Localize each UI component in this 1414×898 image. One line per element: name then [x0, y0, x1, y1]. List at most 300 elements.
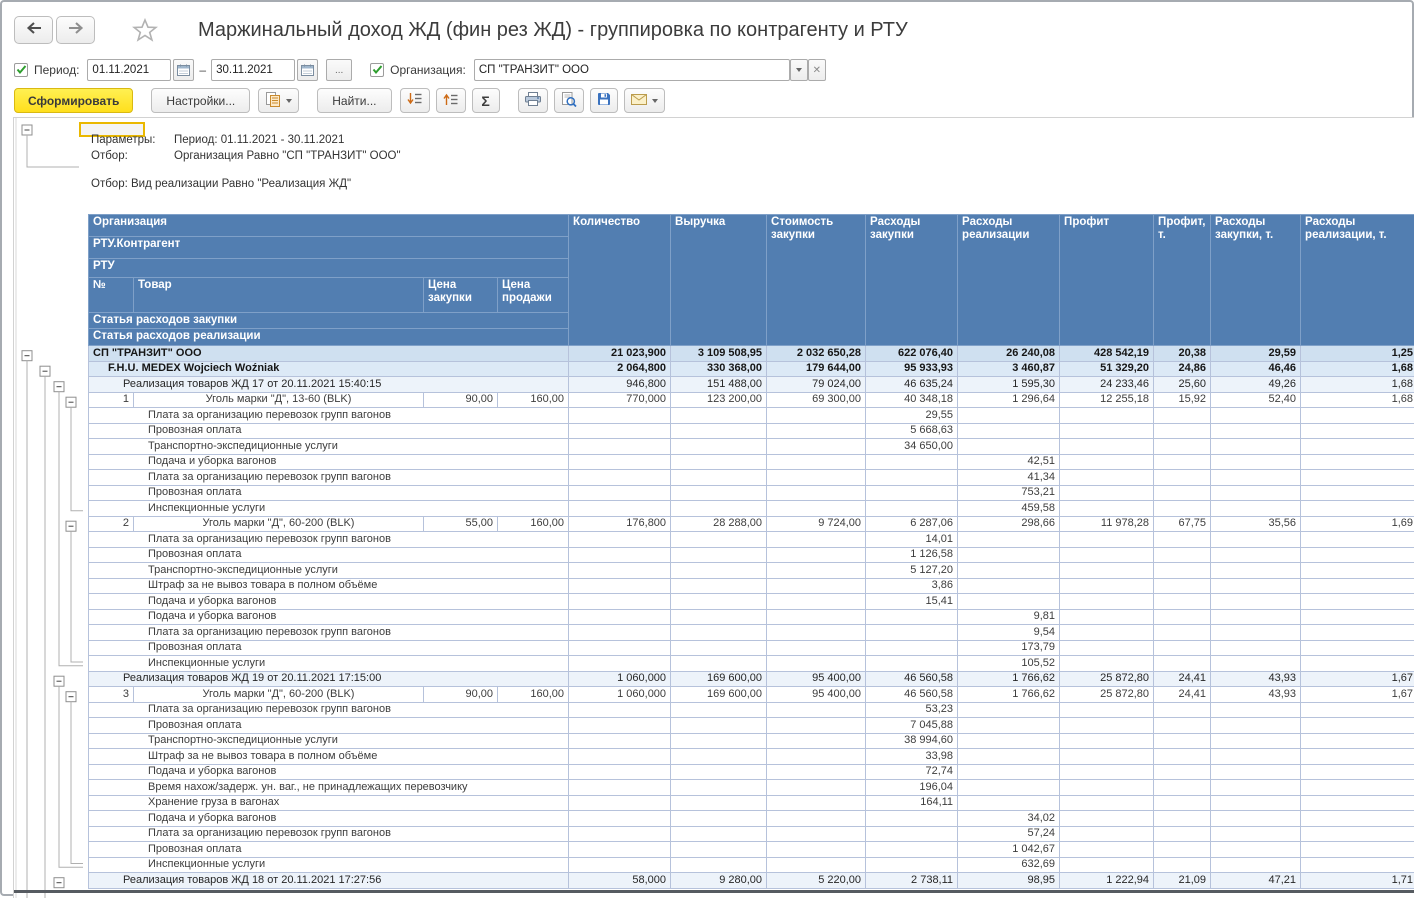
value-cell[interactable]: [569, 780, 671, 796]
value-cell[interactable]: [1301, 578, 1414, 594]
column-header[interactable]: Профит, т.: [1154, 215, 1211, 346]
value-cell[interactable]: 29,59: [1211, 346, 1301, 362]
row-label-cell[interactable]: Провозная оплата: [89, 718, 569, 734]
value-cell[interactable]: [1154, 408, 1211, 424]
value-cell[interactable]: [1301, 718, 1414, 734]
value-cell[interactable]: 25,60: [1154, 377, 1211, 393]
value-cell[interactable]: [569, 609, 671, 625]
value-cell[interactable]: 3 109 508,95: [671, 346, 767, 362]
value-cell[interactable]: [569, 563, 671, 579]
value-cell[interactable]: [1060, 594, 1154, 610]
value-cell[interactable]: [1060, 826, 1154, 842]
row-label-cell[interactable]: Провозная оплата: [89, 640, 569, 656]
value-cell[interactable]: [767, 547, 866, 563]
value-cell[interactable]: 34,02: [958, 811, 1060, 827]
header-price-buy[interactable]: Цена закупки: [424, 278, 498, 313]
value-cell[interactable]: [569, 640, 671, 656]
value-cell[interactable]: 1,25: [1301, 346, 1414, 362]
value-cell[interactable]: 28 288,00: [671, 516, 767, 532]
value-cell[interactable]: 15,41: [866, 594, 958, 610]
price-sell-cell[interactable]: 160,00: [498, 516, 569, 532]
organization-input[interactable]: [474, 59, 790, 81]
collapse-group-icon[interactable]: [40, 366, 50, 376]
value-cell[interactable]: 72,74: [866, 764, 958, 780]
value-cell[interactable]: [767, 454, 866, 470]
value-cell[interactable]: 1,71: [1301, 873, 1414, 889]
value-cell[interactable]: [1060, 749, 1154, 765]
value-cell[interactable]: [1211, 625, 1301, 641]
value-cell[interactable]: [767, 826, 866, 842]
value-cell[interactable]: [671, 749, 767, 765]
value-cell[interactable]: [958, 439, 1060, 455]
value-cell[interactable]: 29,55: [866, 408, 958, 424]
value-cell[interactable]: 1,68: [1301, 361, 1414, 377]
header-product[interactable]: Товар: [134, 278, 424, 313]
value-cell[interactable]: [1301, 594, 1414, 610]
row-label-cell[interactable]: Подача и уборка вагонов: [89, 454, 569, 470]
collapse-group-icon[interactable]: [22, 125, 32, 135]
value-cell[interactable]: [1211, 656, 1301, 672]
price-sell-cell[interactable]: 160,00: [498, 392, 569, 408]
value-cell[interactable]: [1211, 485, 1301, 501]
value-cell[interactable]: 43,93: [1211, 687, 1301, 703]
organization-dropdown-button[interactable]: [790, 59, 808, 81]
column-header[interactable]: Расходы закупки: [866, 215, 958, 346]
row-label-cell[interactable]: Транспортно-экспедиционные услуги: [89, 733, 569, 749]
value-cell[interactable]: [1211, 423, 1301, 439]
value-cell[interactable]: [767, 578, 866, 594]
value-cell[interactable]: [1060, 764, 1154, 780]
value-cell[interactable]: [671, 718, 767, 734]
value-cell[interactable]: 2 032 650,28: [767, 346, 866, 362]
value-cell[interactable]: 24,41: [1154, 687, 1211, 703]
value-cell[interactable]: 11 978,28: [1060, 516, 1154, 532]
value-cell[interactable]: [1211, 780, 1301, 796]
column-header[interactable]: Стоимость закупки: [767, 215, 866, 346]
value-cell[interactable]: [1301, 842, 1414, 858]
generate-button[interactable]: Сформировать: [14, 88, 133, 113]
header-rtu-contragent[interactable]: РТУ.Контрагент: [89, 237, 569, 259]
value-cell[interactable]: [1301, 656, 1414, 672]
value-cell[interactable]: [1060, 532, 1154, 548]
value-cell[interactable]: [767, 857, 866, 873]
value-cell[interactable]: [1060, 578, 1154, 594]
value-cell[interactable]: [1301, 501, 1414, 517]
value-cell[interactable]: [767, 811, 866, 827]
value-cell[interactable]: [1154, 609, 1211, 625]
row-label-cell[interactable]: F.H.U. MEDEX Wojciech Woźniak: [89, 361, 569, 377]
value-cell[interactable]: [866, 485, 958, 501]
value-cell[interactable]: [767, 485, 866, 501]
value-cell[interactable]: [1211, 718, 1301, 734]
value-cell[interactable]: 1 766,62: [958, 671, 1060, 687]
value-cell[interactable]: [671, 439, 767, 455]
value-cell[interactable]: [1154, 640, 1211, 656]
value-cell[interactable]: [569, 470, 671, 486]
value-cell[interactable]: 9 280,00: [671, 873, 767, 889]
value-cell[interactable]: [1211, 733, 1301, 749]
value-cell[interactable]: [1301, 749, 1414, 765]
value-cell[interactable]: [569, 408, 671, 424]
value-cell[interactable]: [1060, 780, 1154, 796]
value-cell[interactable]: [1154, 454, 1211, 470]
value-cell[interactable]: 5 668,63: [866, 423, 958, 439]
period-checkbox[interactable]: [14, 63, 28, 77]
settings-button[interactable]: Настройки...: [151, 88, 250, 113]
product-name-cell[interactable]: Уголь марки "Д", 13-60 (BLK): [134, 392, 424, 408]
value-cell[interactable]: [671, 408, 767, 424]
value-cell[interactable]: 1 296,64: [958, 392, 1060, 408]
value-cell[interactable]: 46 560,58: [866, 671, 958, 687]
row-label-cell[interactable]: Провозная оплата: [89, 485, 569, 501]
row-label-cell[interactable]: Транспортно-экспедиционные услуги: [89, 439, 569, 455]
value-cell[interactable]: [1154, 594, 1211, 610]
value-cell[interactable]: [1211, 609, 1301, 625]
value-cell[interactable]: [671, 811, 767, 827]
value-cell[interactable]: 1,67: [1301, 671, 1414, 687]
value-cell[interactable]: 24,41: [1154, 671, 1211, 687]
value-cell[interactable]: [569, 547, 671, 563]
value-cell[interactable]: [1060, 640, 1154, 656]
value-cell[interactable]: [1060, 718, 1154, 734]
row-label-cell[interactable]: Инспекционные услуги: [89, 501, 569, 517]
value-cell[interactable]: [569, 656, 671, 672]
value-cell[interactable]: 1,69: [1301, 516, 1414, 532]
value-cell[interactable]: 67,75: [1154, 516, 1211, 532]
row-number-cell[interactable]: 2: [89, 516, 134, 532]
value-cell[interactable]: [1060, 656, 1154, 672]
value-cell[interactable]: 2 064,800: [569, 361, 671, 377]
header-rtu[interactable]: РТУ: [89, 259, 569, 278]
value-cell[interactable]: [1211, 640, 1301, 656]
value-cell[interactable]: [1154, 718, 1211, 734]
value-cell[interactable]: 42,51: [958, 454, 1060, 470]
value-cell[interactable]: [866, 857, 958, 873]
value-cell[interactable]: [767, 470, 866, 486]
value-cell[interactable]: [1301, 454, 1414, 470]
value-cell[interactable]: [671, 532, 767, 548]
value-cell[interactable]: [671, 501, 767, 517]
value-cell[interactable]: [1060, 408, 1154, 424]
value-cell[interactable]: 179 644,00: [767, 361, 866, 377]
value-cell[interactable]: 12 255,18: [1060, 392, 1154, 408]
value-cell[interactable]: 52,40: [1211, 392, 1301, 408]
product-name-cell[interactable]: Уголь марки "Д", 60-200 (BLK): [134, 516, 424, 532]
value-cell[interactable]: [1060, 702, 1154, 718]
value-cell[interactable]: [866, 640, 958, 656]
value-cell[interactable]: [767, 408, 866, 424]
value-cell[interactable]: 7 045,88: [866, 718, 958, 734]
value-cell[interactable]: 20,38: [1154, 346, 1211, 362]
value-cell[interactable]: 95 933,93: [866, 361, 958, 377]
value-cell[interactable]: 169 600,00: [671, 687, 767, 703]
value-cell[interactable]: 1 595,30: [958, 377, 1060, 393]
value-cell[interactable]: 1 060,000: [569, 671, 671, 687]
value-cell[interactable]: [1060, 439, 1154, 455]
value-cell[interactable]: [767, 749, 866, 765]
value-cell[interactable]: [671, 485, 767, 501]
row-label-cell[interactable]: Провозная оплата: [89, 547, 569, 563]
report-variants-button[interactable]: [258, 88, 299, 113]
value-cell[interactable]: [767, 764, 866, 780]
value-cell[interactable]: 1 126,58: [866, 547, 958, 563]
value-cell[interactable]: [1060, 501, 1154, 517]
value-cell[interactable]: 46,46: [1211, 361, 1301, 377]
value-cell[interactable]: [569, 857, 671, 873]
value-cell[interactable]: [1060, 842, 1154, 858]
price-buy-cell[interactable]: 90,00: [424, 687, 498, 703]
value-cell[interactable]: 24 233,46: [1060, 377, 1154, 393]
row-label-cell[interactable]: Реализация товаров ЖД 17 от 20.11.2021 15:40:15: [89, 377, 569, 393]
value-cell[interactable]: [767, 780, 866, 796]
value-cell[interactable]: 330 368,00: [671, 361, 767, 377]
value-cell[interactable]: [767, 795, 866, 811]
value-cell[interactable]: [1301, 857, 1414, 873]
value-cell[interactable]: 6 287,06: [866, 516, 958, 532]
value-cell[interactable]: [1301, 780, 1414, 796]
value-cell[interactable]: [1211, 408, 1301, 424]
value-cell[interactable]: [671, 826, 767, 842]
value-cell[interactable]: [671, 423, 767, 439]
row-label-cell[interactable]: Штраф за не вывоз товара в полном объёме: [89, 578, 569, 594]
value-cell[interactable]: 1 222,94: [1060, 873, 1154, 889]
value-cell[interactable]: 38 994,60: [866, 733, 958, 749]
header-expense-buy[interactable]: Статья расходов закупки: [89, 313, 569, 329]
value-cell[interactable]: 46 635,24: [866, 377, 958, 393]
value-cell[interactable]: [1211, 842, 1301, 858]
value-cell[interactable]: 9,81: [958, 609, 1060, 625]
value-cell[interactable]: [569, 423, 671, 439]
value-cell[interactable]: [671, 563, 767, 579]
value-cell[interactable]: [866, 609, 958, 625]
value-cell[interactable]: [1060, 609, 1154, 625]
value-cell[interactable]: [1301, 532, 1414, 548]
column-header[interactable]: Количество: [569, 215, 671, 346]
value-cell[interactable]: [671, 454, 767, 470]
value-cell[interactable]: [671, 625, 767, 641]
value-cell[interactable]: [671, 857, 767, 873]
row-label-cell[interactable]: Инспекционные услуги: [89, 857, 569, 873]
value-cell[interactable]: [767, 640, 866, 656]
value-cell[interactable]: [671, 842, 767, 858]
value-cell[interactable]: 1,68: [1301, 392, 1414, 408]
value-cell[interactable]: [866, 454, 958, 470]
expand-groups-button[interactable]: [436, 88, 466, 113]
value-cell[interactable]: 49,26: [1211, 377, 1301, 393]
value-cell[interactable]: 21 023,900: [569, 346, 671, 362]
period-more-button[interactable]: ...: [326, 59, 352, 81]
row-label-cell[interactable]: Подача и уборка вагонов: [89, 811, 569, 827]
value-cell[interactable]: 95 400,00: [767, 671, 866, 687]
header-org[interactable]: Организация: [89, 215, 569, 237]
row-label-cell[interactable]: Подача и уборка вагонов: [89, 594, 569, 610]
value-cell[interactable]: 176,800: [569, 516, 671, 532]
value-cell[interactable]: [1211, 594, 1301, 610]
value-cell[interactable]: [1060, 857, 1154, 873]
value-cell[interactable]: [1060, 485, 1154, 501]
value-cell[interactable]: [1154, 532, 1211, 548]
row-label-cell[interactable]: Время нахож/задерж. ун. ваг., не принадлежащих перевозчику: [89, 780, 569, 796]
value-cell[interactable]: [1154, 563, 1211, 579]
value-cell[interactable]: [1211, 578, 1301, 594]
product-name-cell[interactable]: Уголь марки "Д", 60-200 (BLK): [134, 687, 424, 703]
value-cell[interactable]: [866, 656, 958, 672]
value-cell[interactable]: [767, 532, 866, 548]
row-label-cell[interactable]: Плата за организацию перевозок групп вагонов: [89, 408, 569, 424]
value-cell[interactable]: [1154, 826, 1211, 842]
value-cell[interactable]: 622 076,40: [866, 346, 958, 362]
value-cell[interactable]: [569, 439, 671, 455]
value-cell[interactable]: [1154, 733, 1211, 749]
value-cell[interactable]: [1154, 501, 1211, 517]
value-cell[interactable]: [958, 733, 1060, 749]
value-cell[interactable]: 35,56: [1211, 516, 1301, 532]
row-label-cell[interactable]: Штраф за не вывоз товара в полном объёме: [89, 749, 569, 765]
value-cell[interactable]: 95 400,00: [767, 687, 866, 703]
value-cell[interactable]: 1,67: [1301, 687, 1414, 703]
value-cell[interactable]: [1060, 733, 1154, 749]
value-cell[interactable]: [1301, 826, 1414, 842]
value-cell[interactable]: 1 042,67: [958, 842, 1060, 858]
row-label-cell[interactable]: Провозная оплата: [89, 842, 569, 858]
value-cell[interactable]: [1301, 811, 1414, 827]
value-cell[interactable]: 1 766,62: [958, 687, 1060, 703]
date-to-input[interactable]: [211, 59, 295, 81]
value-cell[interactable]: [1154, 749, 1211, 765]
row-label-cell[interactable]: Реализация товаров ЖД 18 от 20.11.2021 17:27:56: [89, 873, 569, 889]
value-cell[interactable]: [958, 423, 1060, 439]
find-button[interactable]: Найти...: [317, 88, 391, 113]
value-cell[interactable]: [1154, 702, 1211, 718]
column-header[interactable]: Выручка: [671, 215, 767, 346]
value-cell[interactable]: [958, 795, 1060, 811]
value-cell[interactable]: [1301, 609, 1414, 625]
row-label-cell[interactable]: Плата за организацию перевозок групп вагонов: [89, 532, 569, 548]
value-cell[interactable]: [569, 532, 671, 548]
value-cell[interactable]: [671, 609, 767, 625]
value-cell[interactable]: [671, 702, 767, 718]
value-cell[interactable]: [958, 594, 1060, 610]
value-cell[interactable]: [569, 594, 671, 610]
back-button[interactable]: [14, 16, 53, 44]
value-cell[interactable]: [958, 408, 1060, 424]
value-cell[interactable]: [958, 718, 1060, 734]
sum-button[interactable]: [472, 88, 500, 113]
value-cell[interactable]: [1154, 423, 1211, 439]
value-cell[interactable]: [1060, 454, 1154, 470]
value-cell[interactable]: [1301, 470, 1414, 486]
value-cell[interactable]: [1301, 423, 1414, 439]
value-cell[interactable]: [1211, 470, 1301, 486]
value-cell[interactable]: [569, 811, 671, 827]
value-cell[interactable]: [1301, 408, 1414, 424]
row-label-cell[interactable]: Подача и уборка вагонов: [89, 764, 569, 780]
column-header[interactable]: Профит: [1060, 215, 1154, 346]
row-label-cell[interactable]: Плата за организацию перевозок групп вагонов: [89, 470, 569, 486]
value-cell[interactable]: [1211, 547, 1301, 563]
value-cell[interactable]: [767, 625, 866, 641]
value-cell[interactable]: [866, 501, 958, 517]
value-cell[interactable]: [767, 733, 866, 749]
value-cell[interactable]: [1060, 423, 1154, 439]
value-cell[interactable]: 298,66: [958, 516, 1060, 532]
collapse-group-icon[interactable]: [54, 382, 64, 392]
value-cell[interactable]: [1154, 656, 1211, 672]
value-cell[interactable]: [671, 578, 767, 594]
value-cell[interactable]: [1154, 811, 1211, 827]
value-cell[interactable]: [767, 594, 866, 610]
row-label-cell[interactable]: Плата за организацию перевозок групп вагонов: [89, 625, 569, 641]
value-cell[interactable]: [958, 547, 1060, 563]
value-cell[interactable]: [671, 470, 767, 486]
value-cell[interactable]: [866, 826, 958, 842]
value-cell[interactable]: 34 650,00: [866, 439, 958, 455]
value-cell[interactable]: [1211, 826, 1301, 842]
value-cell[interactable]: 3,86: [866, 578, 958, 594]
value-cell[interactable]: [1060, 563, 1154, 579]
value-cell[interactable]: [1211, 764, 1301, 780]
value-cell[interactable]: 69 300,00: [767, 392, 866, 408]
date-from-input[interactable]: [87, 59, 171, 81]
price-sell-cell[interactable]: 160,00: [498, 687, 569, 703]
row-label-cell[interactable]: Подача и уборка вагонов: [89, 609, 569, 625]
row-label-cell[interactable]: Инспекционные услуги: [89, 656, 569, 672]
value-cell[interactable]: 33,98: [866, 749, 958, 765]
value-cell[interactable]: [671, 733, 767, 749]
value-cell[interactable]: 632,69: [958, 857, 1060, 873]
value-cell[interactable]: 164,11: [866, 795, 958, 811]
date-from-calendar-button[interactable]: [173, 59, 194, 81]
value-cell[interactable]: [671, 795, 767, 811]
save-button[interactable]: [590, 88, 618, 113]
value-cell[interactable]: 151 488,00: [671, 377, 767, 393]
value-cell[interactable]: [1301, 702, 1414, 718]
value-cell[interactable]: [1060, 547, 1154, 563]
price-buy-cell[interactable]: 55,00: [424, 516, 498, 532]
value-cell[interactable]: [569, 625, 671, 641]
value-cell[interactable]: [569, 578, 671, 594]
value-cell[interactable]: [767, 609, 866, 625]
value-cell[interactable]: 53,23: [866, 702, 958, 718]
value-cell[interactable]: [1211, 749, 1301, 765]
value-cell[interactable]: [1301, 795, 1414, 811]
value-cell[interactable]: [958, 578, 1060, 594]
value-cell[interactable]: 79 024,00: [767, 377, 866, 393]
organization-clear-button[interactable]: [808, 59, 826, 81]
value-cell[interactable]: 15,92: [1154, 392, 1211, 408]
header-expense-sell[interactable]: Статья расходов реализации: [89, 329, 569, 346]
value-cell[interactable]: 40 348,18: [866, 392, 958, 408]
price-buy-cell[interactable]: 90,00: [424, 392, 498, 408]
favorite-star-icon[interactable]: [132, 18, 158, 42]
value-cell[interactable]: [1301, 733, 1414, 749]
value-cell[interactable]: 459,58: [958, 501, 1060, 517]
value-cell[interactable]: [1211, 563, 1301, 579]
value-cell[interactable]: [569, 795, 671, 811]
value-cell[interactable]: 24,86: [1154, 361, 1211, 377]
value-cell[interactable]: [866, 625, 958, 641]
column-header[interactable]: Расходы реализации, т.: [1301, 215, 1414, 346]
value-cell[interactable]: [958, 764, 1060, 780]
value-cell[interactable]: [671, 656, 767, 672]
value-cell[interactable]: [1154, 547, 1211, 563]
value-cell[interactable]: [1211, 454, 1301, 470]
value-cell[interactable]: 5 127,20: [866, 563, 958, 579]
value-cell[interactable]: [1211, 811, 1301, 827]
value-cell[interactable]: 123 200,00: [671, 392, 767, 408]
value-cell[interactable]: 169 600,00: [671, 671, 767, 687]
header-num[interactable]: №: [89, 278, 134, 313]
